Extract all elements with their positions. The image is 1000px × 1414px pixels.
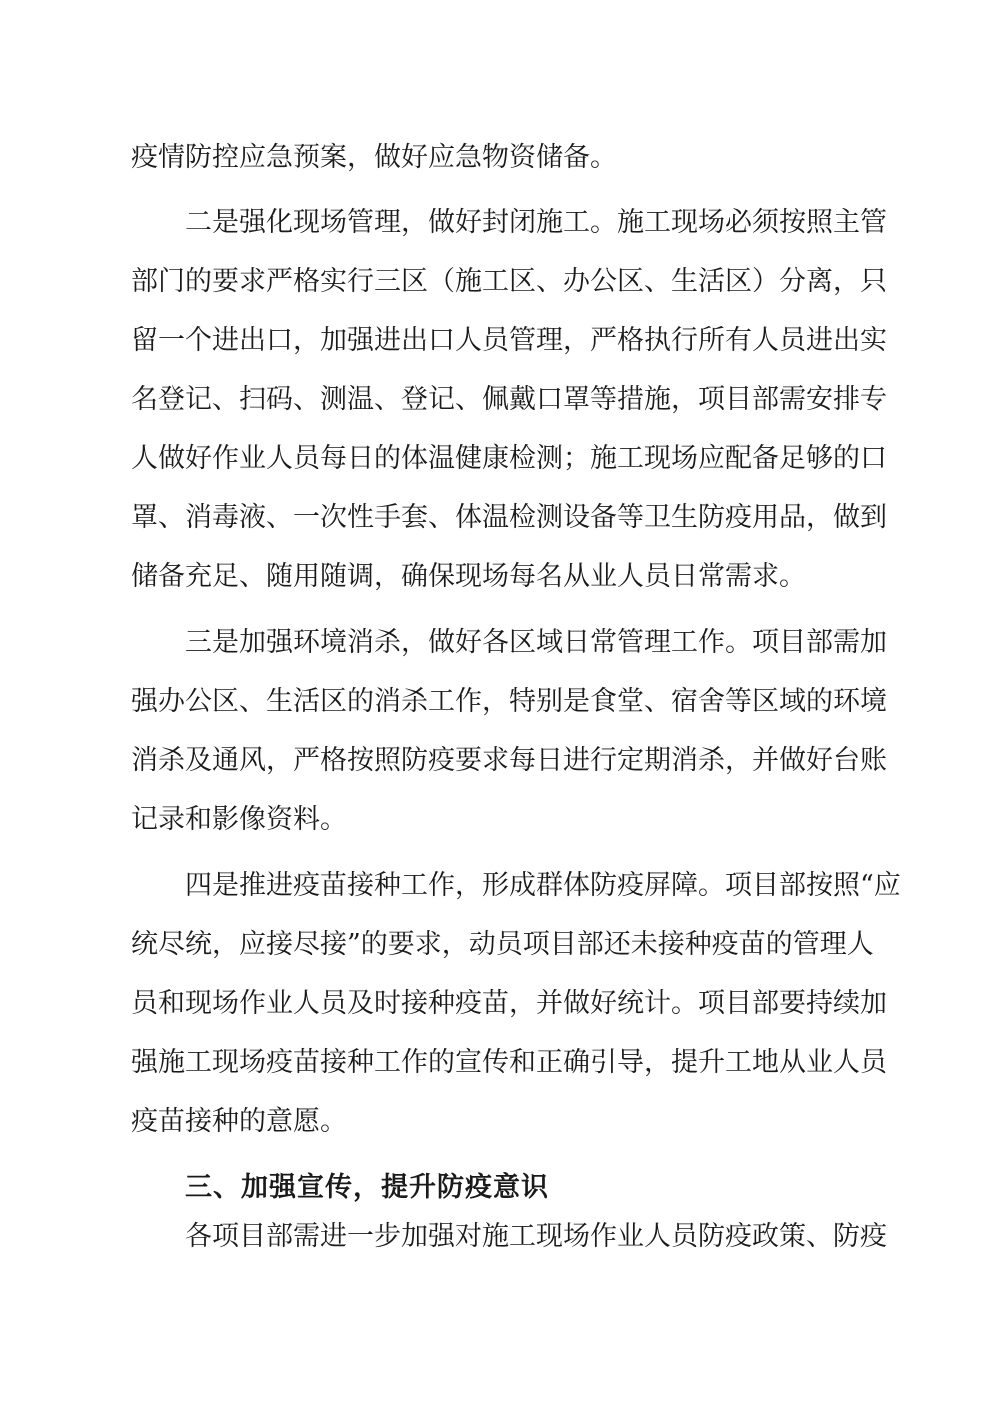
paragraph-line: 疫苗接种的意愿。	[131, 1106, 347, 1137]
paragraph-line: 四是推进疫苗接种工作，形成群体防疫屏障。项目部按照“应	[185, 870, 901, 901]
section-heading: 三、加强宣传，提升防疫意识	[185, 1172, 549, 1203]
paragraph-line: 二是强化现场管理，做好封闭施工。施工现场必须按照主管	[185, 207, 887, 238]
paragraph-line: 记录和影像资料。	[131, 804, 347, 835]
paragraph-line: 强办公区、生活区的消杀工作，特别是食堂、宿舍等区域的环境	[131, 686, 887, 717]
paragraph-line: 疫情防控应急预案，做好应急物资储备。	[131, 142, 617, 173]
paragraph-line: 储备充足、随用随调，确保现场每名从业人员日常需求。	[131, 561, 806, 592]
paragraph-line: 人做好作业人员每日的体温健康检测；施工现场应配备足够的口	[131, 443, 887, 474]
paragraph-line: 统尽统，应接尽接”的要求，动员项目部还未接种疫苗的管理人	[131, 929, 874, 960]
paragraph-line: 强施工现场疫苗接种工作的宣传和正确引导，提升工地从业人员	[131, 1047, 887, 1078]
paragraph-line: 消杀及通风，严格按照防疫要求每日进行定期消杀，并做好台账	[131, 745, 887, 776]
paragraph-line: 罩、消毒液、一次性手套、体温检测设备等卫生防疫用品，做到	[131, 502, 887, 533]
paragraph-line: 员和现场作业人员及时接种疫苗，并做好统计。项目部要持续加	[131, 988, 887, 1019]
paragraph-line: 部门的要求严格实行三区（施工区、办公区、生活区）分离，只	[131, 266, 887, 297]
paragraph-line: 留一个进出口，加强进出口人员管理，严格执行所有人员进出实	[131, 325, 887, 356]
paragraph-line: 三是加强环境消杀，做好各区域日常管理工作。项目部需加	[185, 627, 887, 658]
paragraph-line: 各项目部需进一步加强对施工现场作业人员防疫政策、防疫	[185, 1221, 887, 1252]
paragraph-line: 名登记、扫码、测温、登记、佩戴口罩等措施，项目部需安排专	[131, 384, 887, 415]
